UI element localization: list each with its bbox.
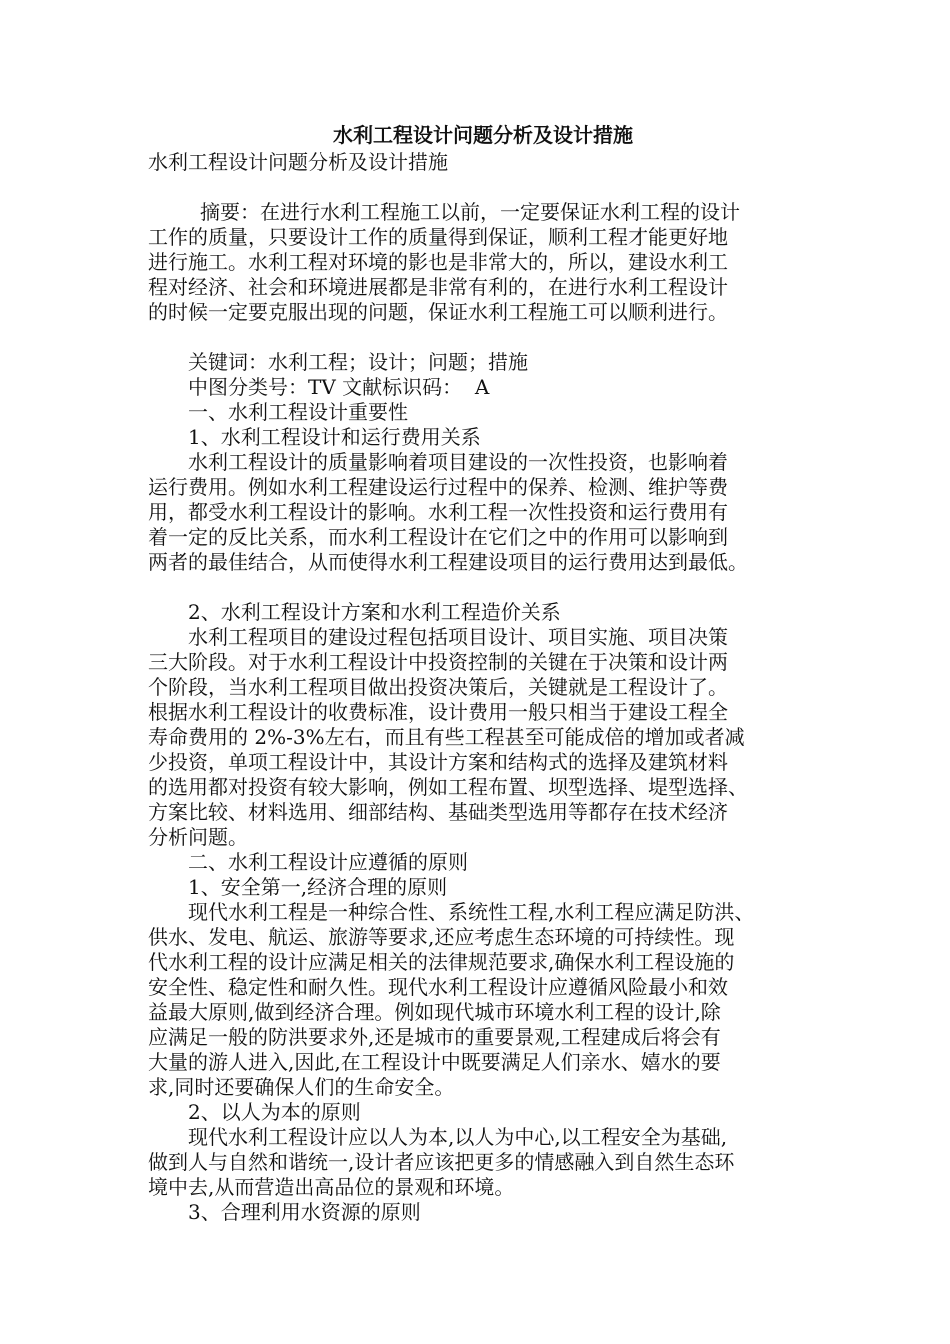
text-line: 大量的游人进入,因此,在工程设计中既要满足人们亲水、嬉水的要 bbox=[148, 1050, 721, 1074]
text-line: 水利工程设计的质量影响着项目建设的一次性投资，也影响着 bbox=[188, 450, 728, 474]
text-line: 益最大原则,做到经济合理。例如现代城市环境水利工程的设计,除 bbox=[148, 1000, 721, 1024]
text-line: 3、合理利用水资源的原则 bbox=[188, 1200, 421, 1224]
text-line: 2、以人为本的原则 bbox=[188, 1100, 361, 1124]
text-line: 根据水利工程设计的收费标准，设计费用一般只相当于建设工程全 bbox=[148, 700, 728, 724]
text-line: 两者的最佳结合，从而使得水利工程建设项目的运行费用达到最低。 bbox=[148, 550, 748, 574]
text-line: 工作的质量，只要设计工作的质量得到保证，顺利工程才能更好地 bbox=[148, 225, 728, 249]
text-line: 着一定的反比关系，而水利工程设计在它们之中的作用可以影响到 bbox=[148, 525, 728, 549]
text-line: 个阶段，当水利工程项目做出投资决策后，关键就是工程设计了。 bbox=[148, 675, 728, 699]
text-line: 分析问题。 bbox=[148, 825, 248, 849]
text-line: 做到人与自然和谐统一,设计者应该把更多的情感融入到自然生态环 bbox=[148, 1150, 735, 1174]
text-line: 现代水利工程是一种综合性、系统性工程,水利工程应满足防洪、 bbox=[188, 900, 755, 924]
text-line: 1、安全第一,经济合理的原则 bbox=[188, 875, 448, 899]
document-title: 水利工程设计问题分析及设计措施 bbox=[333, 123, 633, 147]
text-line: 运行费用。例如水利工程建设运行过程中的保养、检测、维护等费 bbox=[148, 475, 728, 499]
text-line: 三大阶段。对于水利工程设计中投资控制的关键在于决策和设计两 bbox=[148, 650, 728, 674]
blank-line bbox=[148, 175, 818, 200]
text-line: 用，都受水利工程设计的影响。水利工程一次性投资和运行费用有 bbox=[148, 500, 728, 524]
text-line: 2、水利工程设计方案和水利工程造价关系 bbox=[188, 600, 561, 624]
text-line: 中图分类号：TV 文献标识码： A bbox=[188, 375, 490, 399]
document-body bbox=[148, 120, 818, 1225]
blank-line bbox=[148, 325, 818, 350]
text-line: 应满足一般的防洪要求外,还是城市的重要景观,工程建成后将会有 bbox=[148, 1025, 721, 1049]
text-line: 的时候一定要克服出现的问题，保证水利工程施工可以顺利进行。 bbox=[148, 300, 728, 324]
text-line: 现代水利工程设计应以人为本,以人为中心,以工程安全为基础, bbox=[188, 1125, 728, 1149]
document-text bbox=[148, 150, 818, 1225]
text-line: 进行施工。水利工程对环境的影也是非常大的，所以，建设水利工 bbox=[148, 250, 728, 274]
text-line: 二、水利工程设计应遵循的原则 bbox=[188, 850, 468, 874]
text-line: 水利工程项目的建设过程包括项目设计、项目实施、项目决策 bbox=[188, 625, 728, 649]
text-line: 少投资，单项工程设计中，其设计方案和结构式的选择及建筑材料 bbox=[148, 750, 728, 774]
text-line: 境中去,从而营造出高品位的景观和环境。 bbox=[148, 1175, 515, 1199]
text-line: 摘要：在进行水利工程施工以前，一定要保证水利工程的设计 bbox=[200, 200, 740, 224]
text-line: 一、水利工程设计重要性 bbox=[188, 400, 408, 424]
text-line: 供水、发电、航运、旅游等要求,还应考虑生态环境的可持续性。现 bbox=[148, 925, 735, 949]
text-line: 求,同时还要确保人们的生命安全。 bbox=[148, 1075, 455, 1099]
text-line: 方案比较、材料选用、细部结构、基础类型选用等都存在技术经济 bbox=[148, 800, 728, 824]
text-line: 安全性、稳定性和耐久性。现代水利工程设计应遵循风险最小和效 bbox=[148, 975, 728, 999]
text-line: 的选用都对投资有较大影响，例如工程布置、坝型选择、堤型选择、 bbox=[148, 775, 748, 799]
text-line: 寿命费用的 2%-3%左右，而且有些工程甚至可能成倍的增加或者减 bbox=[148, 725, 745, 749]
blank-line bbox=[148, 575, 818, 600]
text-line: 水利工程设计问题分析及设计措施 bbox=[148, 150, 448, 174]
text-line: 程对经济、社会和环境进展都是非常有利的，在进行水利工程设计 bbox=[148, 275, 728, 299]
text-line: 关键词：水利工程；设计；问题；措施 bbox=[188, 350, 528, 374]
text-line: 代水利工程的设计应满足相关的法律规范要求,确保水利工程设施的 bbox=[148, 950, 735, 974]
text-line: 1、水利工程设计和运行费用关系 bbox=[188, 425, 481, 449]
